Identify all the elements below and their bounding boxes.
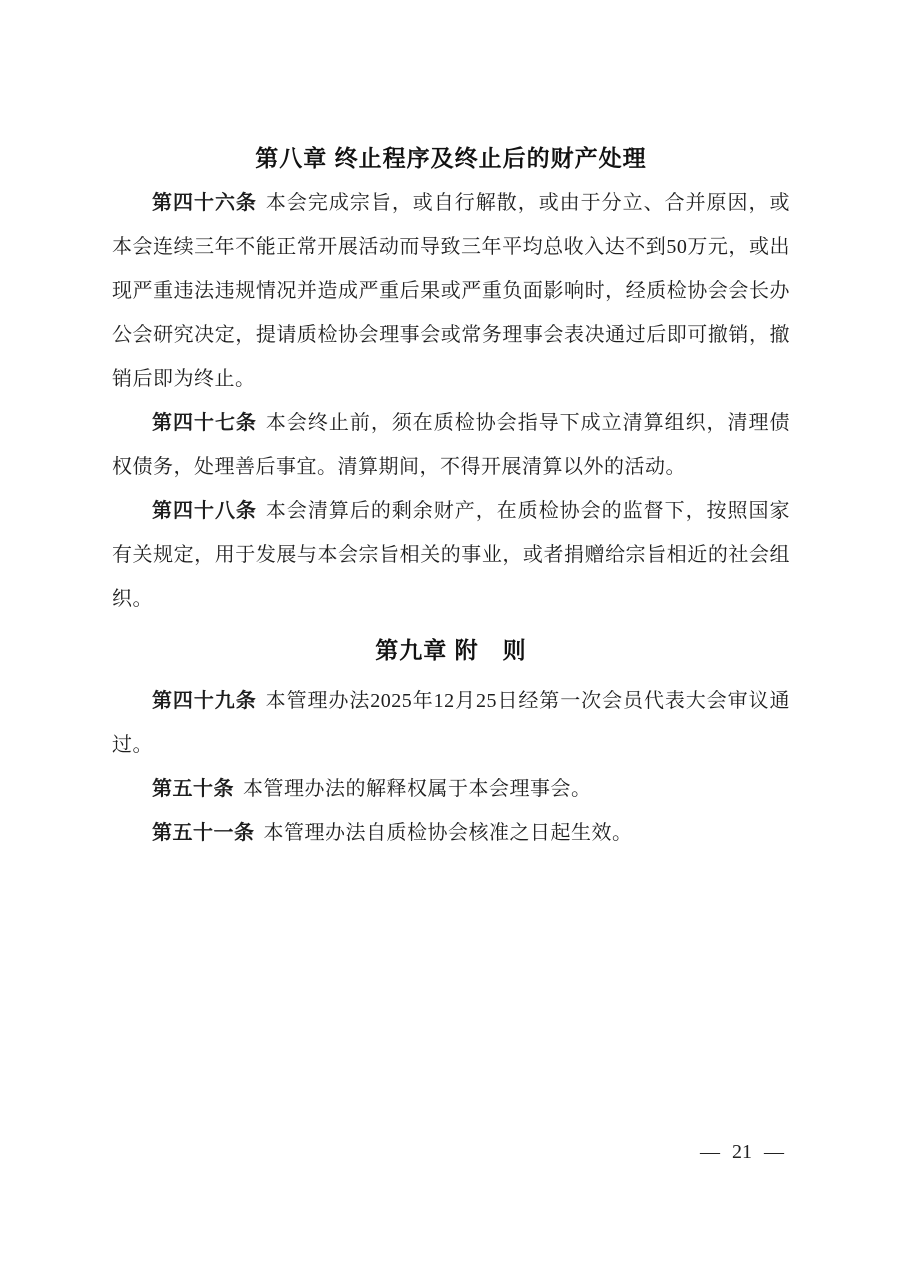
article-50-text: 本管理办法的解释权属于本会理事会。 (243, 778, 592, 800)
article-46-paragraph (112, 181, 790, 401)
article-49-text: 本管理办法2025年12月25日经第一次会员代表大会审议通过。 (112, 690, 791, 756)
article-47-number: 第四十七条 (152, 412, 257, 434)
page-number-value: 21 (732, 1141, 752, 1163)
chapter-8-heading: 第八章 终止程序及终止后的财产处理 (255, 145, 647, 171)
article-47-paragraph (112, 401, 790, 489)
article-48-number: 第四十八条 (152, 500, 257, 522)
article-50-paragraph (112, 767, 790, 811)
page-number-dash-left: — (700, 1141, 720, 1163)
article-46-text: 本会完成宗旨，或自行解散，或由于分立、合并原因，或本会连续三年不能正常开展活动而导致三年平均总收入达不到50万元，或出现严重违法违规情况并造成严重后果或严重负面影响时，经质检协会会长办公会研究决定，提请质检协会理事会或常务理事会表决通过后即可撤销，撤销后即为终止。 (112, 192, 791, 390)
article-49-paragraph (112, 679, 790, 767)
article-51-number: 第五十一条 (152, 822, 255, 844)
article-48-paragraph (112, 489, 790, 621)
article-49-number: 第四十九条 (152, 690, 257, 712)
page-number-dash-right: — (764, 1141, 784, 1163)
chapter-9-heading: 第九章 附 则 (375, 637, 527, 663)
article-50-number: 第五十条 (152, 778, 234, 800)
article-51-text: 本管理办法自质检协会核准之日起生效。 (263, 822, 633, 844)
article-46-number: 第四十六条 (152, 192, 257, 214)
article-47-text: 本会终止前，须在质检协会指导下成立清算组织，清理债权债务，处理善后事宜。清算期间，不得开展清算以外的活动。 (112, 412, 791, 478)
article-48-text: 本会清算后的剩余财产，在质检协会的监督下，按照国家有关规定，用于发展与本会宗旨相关的事业，或者捐赠给宗旨相近的社会组织。 (112, 500, 791, 610)
page-number (696, 1141, 788, 1164)
article-51-paragraph (112, 811, 790, 855)
